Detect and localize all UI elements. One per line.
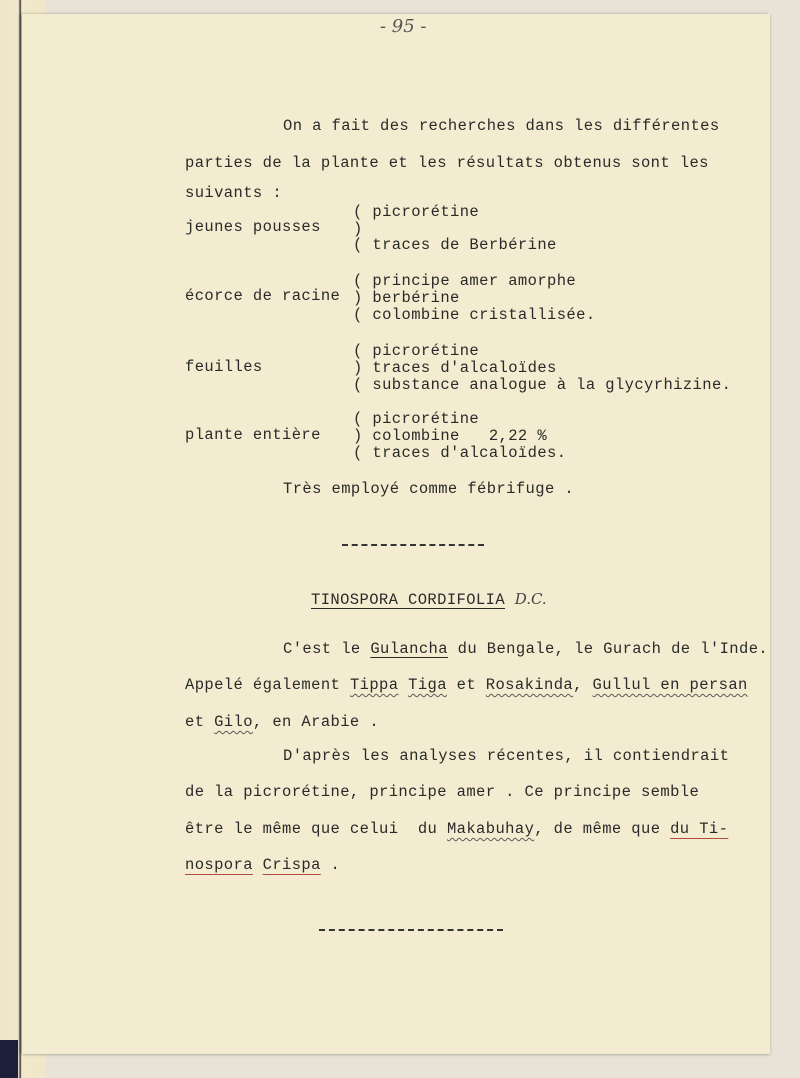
intro-line-1: On a fait des recherches dans les différentes (283, 117, 720, 135)
analysis-item: ( picrorétine (353, 342, 480, 360)
term-tiga: Tiga (408, 676, 447, 694)
species-title: TINOSPORA CORDIFOLIA (311, 591, 506, 609)
analysis-item: ) colombine 2,22 % (353, 427, 548, 445)
text: , en Arabie . (252, 713, 380, 731)
part-ecorce-de-racine: écorce de racine (185, 287, 341, 305)
term-tippa: Tippa (349, 676, 399, 694)
text: et (446, 676, 486, 694)
term-gullul: Gullul en persan (592, 676, 748, 694)
analysis-item: ) (353, 220, 363, 238)
species-author: D.C. (514, 590, 547, 608)
term-gulancha: Gulancha (370, 640, 448, 658)
separator-1 (342, 544, 484, 546)
binding-edge (0, 1040, 18, 1078)
species-heading (311, 590, 547, 609)
text: Appelé également (185, 676, 350, 694)
analysis-item: ( principe amer amorphe (353, 272, 577, 290)
p1-line-1 (283, 640, 768, 658)
usage-note: Très employé comme fébrifuge . (283, 480, 575, 498)
p1-line-2 (185, 676, 748, 694)
text: , de même que (534, 820, 671, 838)
text: . (320, 856, 341, 874)
analysis-item: ( picrorétine (353, 410, 480, 428)
p2-line-2: de la picrorétine, principe amer . Ce principe semble (185, 783, 700, 801)
document-page (22, 14, 770, 1054)
text: , (573, 676, 593, 694)
analysis-item: ( colombine cristallisée. (353, 306, 596, 324)
p1-line-3 (185, 713, 379, 731)
term-tinospora-part-2: nospora (185, 856, 253, 874)
text: et (185, 713, 215, 731)
intro-line-2: parties de la plante et les résultats obtenus sont les (185, 154, 709, 172)
text: être le même que celui du (185, 820, 447, 838)
term-makabuhay: Makabuhay (446, 820, 535, 838)
analysis-item: ( substance analogue à la glycyrhizine. (353, 376, 732, 394)
text (253, 856, 263, 874)
analysis-item: ) traces d'alcaloïdes (353, 359, 557, 377)
analysis-item: ( picrorétine (353, 203, 480, 221)
intro-line-3: suivants : (185, 184, 283, 202)
p2-line-4 (185, 856, 340, 874)
term-tinospora-part-1: du Ti- (670, 820, 729, 838)
p2-line-3 (185, 820, 728, 838)
analysis-item: ) berbérine (353, 289, 460, 307)
text: C'est le (283, 640, 371, 658)
analysis-item: ( traces de Berbérine (353, 236, 557, 254)
term-gilo: Gilo (214, 713, 253, 731)
term-crispa: Crispa (262, 856, 321, 874)
analysis-item: ( traces d'alcaloïdes. (353, 444, 567, 462)
part-plante-entiere: plante entière (185, 426, 321, 444)
p2-line-1: D'après les analyses récentes, il contiendrait (283, 747, 730, 765)
page-number: - 95 - (380, 16, 427, 37)
separator-2 (319, 929, 503, 931)
text (398, 676, 408, 694)
part-jeunes-pousses: jeunes pousses (185, 218, 321, 236)
part-feuilles: feuilles (185, 358, 263, 376)
text: du Bengale, le Gurach de l'Inde. (447, 640, 769, 658)
term-rosakinda: Rosakinda (485, 676, 574, 694)
